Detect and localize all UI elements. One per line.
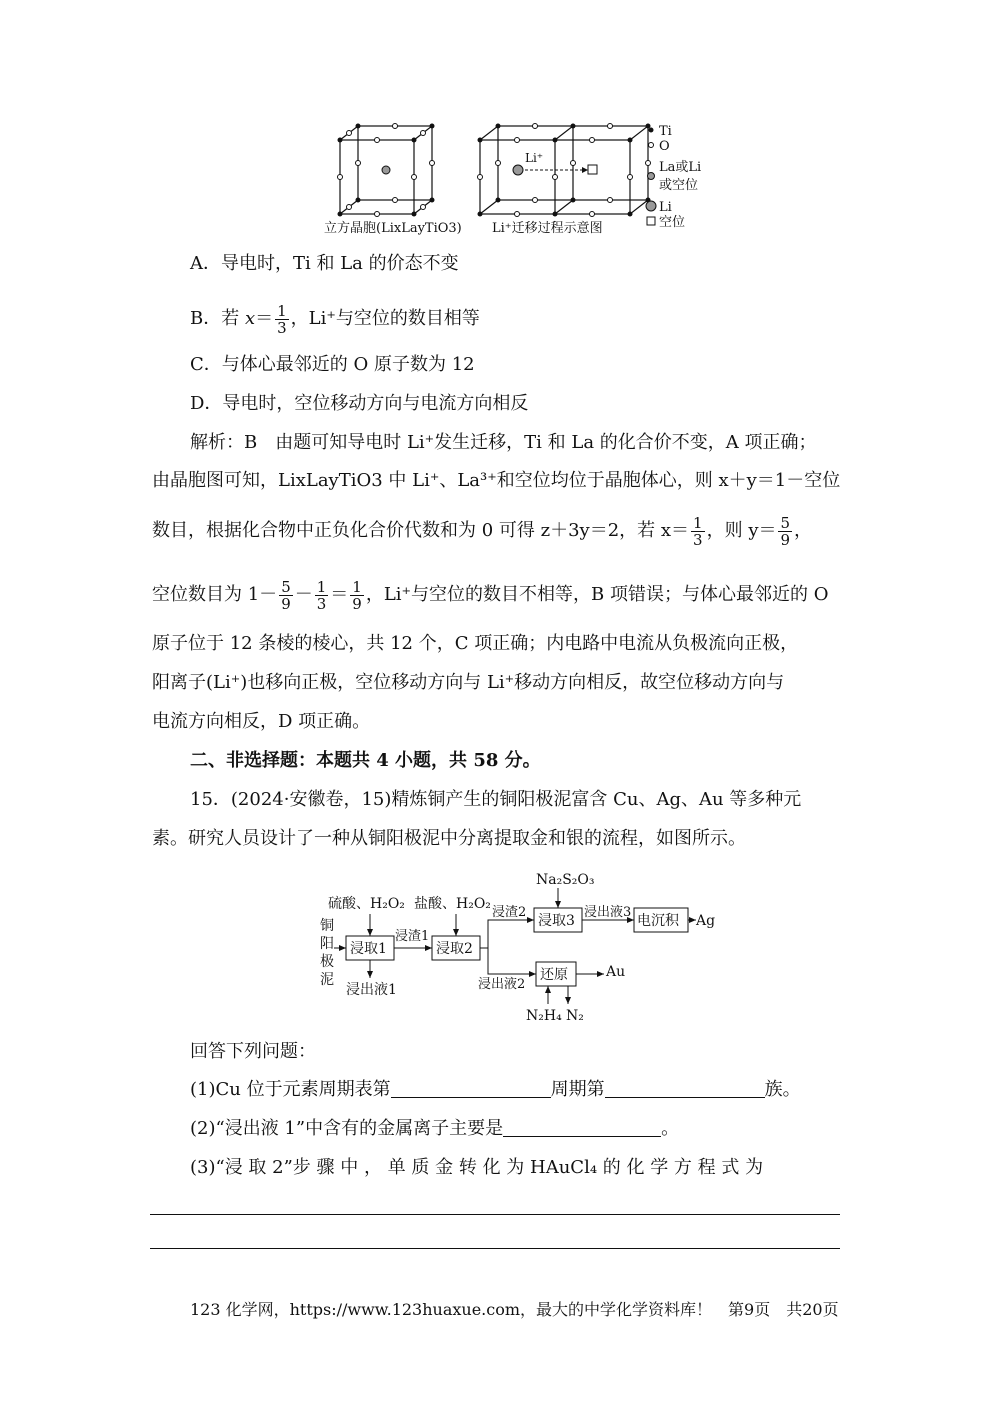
option-c: C．与体心最邻近的 O 原子数为 12 — [190, 354, 475, 375]
question-1-part-b: 周期第 — [550, 1079, 605, 1100]
feed-char-3: 极 — [320, 954, 334, 970]
crystal-caption-right: Li⁺迁移过程示意图 — [492, 221, 603, 236]
question-1-part-a: (1)Cu 位于元素周期表第 — [190, 1079, 391, 1100]
frac-den: 3 — [693, 530, 703, 549]
product-au: Au — [606, 964, 626, 980]
box-electrodeposit: 电沉积 — [637, 913, 679, 929]
flowchart — [310, 866, 730, 1030]
option-b-prefix: B．若 — [190, 308, 245, 329]
answer-line-2[interactable] — [150, 1248, 840, 1249]
answer-blank-ions[interactable] — [503, 1118, 661, 1137]
crystal-legend — [646, 124, 701, 230]
legend-vacancy: 空位 — [659, 215, 686, 230]
analysis-line-2: 由晶胞图可知，LixLayTiO3 中 Li⁺、La³⁺和空位均位于晶胞体心，则 x＋y＝1－空位 — [152, 470, 841, 491]
legend-o: O — [659, 139, 670, 154]
answer-blank-period[interactable] — [391, 1079, 551, 1098]
analysis-line-7: 电流方向相反，D 项正确。 — [152, 711, 371, 732]
migration-diagram — [480, 126, 648, 214]
section-title: 二、非选择题：本题共 4 小题，共 58 分。 — [190, 750, 541, 771]
residue-2: 浸渣2 — [492, 905, 527, 920]
na2s2o3-label: Na₂S₂O₃ — [536, 872, 595, 888]
analysis-line-4d: ，Li⁺与空位的数目不相等，B 项错误；与体心最邻近的 O — [365, 584, 829, 605]
questions-intro: 回答下列问题： — [190, 1041, 316, 1062]
analysis-line-3: 数目，根据化合物中正负化合价代数和为 0 可得 z＋3y＝2，若 x＝ $\frac{1}{3}$ ，则 y＝ $\frac{5}{9}$ ， — [152, 513, 813, 549]
cubic-cell-atoms — [338, 124, 435, 217]
question-15-line-2: 素。研究人员设计了一种从铜阳极泥中分离提取金和银的流程，如图所示。 — [152, 828, 746, 849]
legend-li: Li — [659, 200, 672, 215]
option-b-frac-den: 3 — [277, 318, 287, 337]
fraction-5-9 — [778, 515, 792, 548]
legend-ti: Ti — [659, 124, 672, 139]
frac-den: 9 — [352, 594, 362, 613]
crystal-caption-left: 立方晶胞(LixLayTiO3) — [324, 221, 462, 236]
frac-num: 1 — [352, 577, 362, 596]
feed-char-1: 铜 — [320, 918, 334, 934]
analysis-line-4b: － — [294, 584, 313, 605]
migration-atoms — [478, 124, 651, 217]
frac-num: 5 — [780, 513, 791, 532]
analysis-line-3b: ，则 y＝ — [706, 520, 777, 541]
crystal-figure — [320, 118, 720, 238]
option-d: D．导电时，空位移动方向与电流方向相反 — [190, 393, 529, 414]
option-b-eq: ＝ — [255, 308, 274, 329]
question-1 — [190, 1079, 801, 1101]
answer-line-1[interactable] — [150, 1214, 840, 1215]
frac-den: 9 — [281, 594, 291, 613]
analysis-line-5: 原子位于 12 条棱的棱心，共 12 个，C 项正确；内电路中电流从负极流向正极， — [152, 633, 799, 654]
question-2-part-b: 。 — [661, 1118, 680, 1139]
fraction-5-9 — [279, 579, 293, 612]
frac-den: 3 — [316, 594, 327, 613]
leachate-2: 浸出液2 — [478, 977, 526, 992]
analysis-line-1: 解析：B 由题可知导电时 Li⁺发生迁移，Ti 和 La 的化合价不变，A 项正确； — [190, 432, 817, 453]
feed-char-2: 阳 — [320, 936, 334, 952]
box-leach-1: 浸取1 — [350, 941, 387, 957]
frac-num: 1 — [316, 577, 327, 596]
question-3: (3)“浸 取 2”步 骤 中 ， 单 质 金 转 化 为 HAuCl₄ 的 化 学 方 程 式 为 — [190, 1157, 764, 1178]
question-2 — [190, 1118, 679, 1140]
option-b-fraction — [275, 303, 289, 336]
residue-1: 浸渣1 — [395, 929, 430, 944]
li-ion-label: Li⁺ — [525, 151, 544, 165]
analysis-line-4c: ＝ — [330, 584, 349, 605]
n2h4-label: N₂H₄ — [526, 1008, 562, 1024]
question-1-part-c: 族。 — [764, 1079, 801, 1100]
question-15-line-1: 15．(2024·安徽卷，15)精炼铜产生的铜阳极泥富含 Cu、Ag、Au 等多种元 — [190, 789, 802, 810]
option-b-var: x — [244, 308, 256, 329]
fraction-1-9 — [350, 579, 364, 612]
reagents-2: 盐酸、H₂O₂ — [414, 896, 491, 912]
frac-den: 9 — [780, 530, 791, 549]
option-a: A．导电时，Ti 和 La 的价态不变 — [190, 253, 459, 274]
leachate-3: 浸出液3 — [584, 905, 632, 920]
analysis-line-4a: 空位数目为 1－ — [152, 584, 278, 605]
legend-la-li: La或Li — [659, 160, 702, 175]
fraction-1-3 — [315, 579, 329, 612]
option-b-frac-num: 1 — [277, 301, 287, 320]
feed-char-4: 泥 — [320, 972, 334, 988]
leachate-1: 浸出液1 — [346, 982, 397, 998]
box-leach-3: 浸取3 — [538, 913, 575, 929]
frac-num: 1 — [693, 513, 703, 532]
reagents-1: 硫酸、H₂O₂ — [328, 896, 405, 912]
analysis-line-4 — [152, 578, 828, 612]
page-footer: 123 化学网，https://www.123huaxue.com，最大的中学化学资料库！ 第9页 共20页 — [190, 1300, 839, 1319]
box-leach-2: 浸取2 — [436, 941, 473, 957]
product-ag: Ag — [696, 913, 716, 929]
legend-vacancy-or: 或空位 — [659, 178, 699, 193]
option-b-suffix: ，Li⁺与空位的数目相等 — [290, 308, 480, 329]
box-reduction: 还原 — [540, 967, 568, 983]
frac-num: 5 — [281, 577, 291, 596]
option-b — [190, 302, 480, 336]
n2-label: N₂ — [566, 1008, 584, 1024]
analysis-line-3a: 数目，根据化合物中正负化合价代数和为 0 可得 z＋3y＝2，若 x＝ — [152, 520, 690, 541]
analysis-line-6: 阳离子(Li⁺)也移向正极，空位移动方向与 Li⁺移动方向相反，故空位移动方向与 — [152, 672, 785, 693]
answer-blank-group[interactable] — [605, 1079, 765, 1098]
question-2-part-a: (2)“浸出液 1”中含有的金属离子主要是 — [190, 1118, 504, 1139]
fraction-1-3 — [691, 515, 705, 548]
